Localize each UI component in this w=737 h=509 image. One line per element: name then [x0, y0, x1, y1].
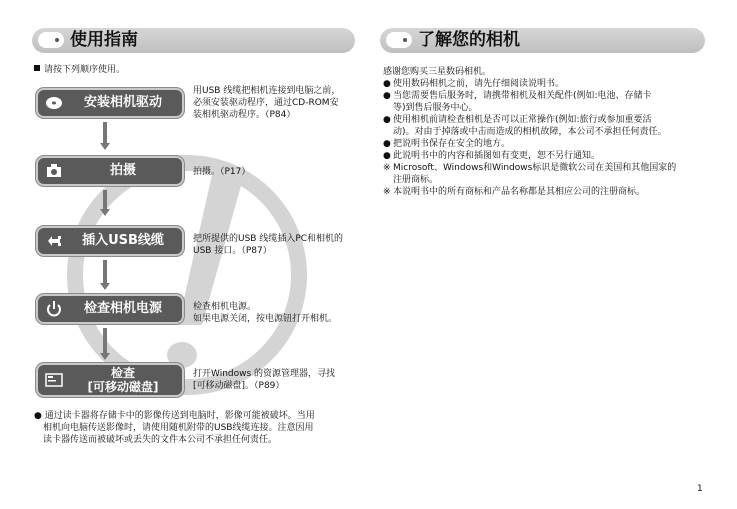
item-line: 动)。对由于掉落或中击而造成的相机故障，本公司不承担任何责任。 — [393, 127, 667, 137]
step-check-power-desc — [193, 301, 358, 325]
note-line: 读卡器传送而被破坏或丢失的文件本公司不承担任何责任。 — [43, 435, 278, 445]
bullet-icon: ● — [383, 151, 391, 161]
list-item — [383, 138, 708, 150]
note-mark-icon: ※ — [383, 187, 391, 197]
list-item — [383, 186, 708, 198]
step-label: 插入USB线缆 — [82, 233, 164, 248]
desc-line: 打开Windows 的资源管理器，寻找 — [193, 369, 336, 379]
bullet-icon: ● — [383, 139, 391, 149]
item-line: 使用数码相机之前，请先仔细阅读说明书。 — [393, 79, 565, 89]
note-mark-icon: ※ — [383, 163, 391, 173]
item-line: 本说明书中的所有商标和产品名称都是其相应公司的注册商标。 — [393, 187, 646, 197]
step-check-removable-disk — [36, 363, 184, 397]
card-reader-note — [34, 410, 359, 446]
step-install-driver — [36, 88, 184, 118]
desc-line: [可移动磁盘]。（P89） — [193, 381, 285, 391]
flow-arrow-icon — [100, 260, 110, 290]
item-line: 把说明书保存在安全的地方。 — [393, 139, 511, 149]
bullet-icon: ● — [383, 115, 391, 125]
step-install-driver-desc — [193, 85, 358, 121]
page-number: 1 — [697, 484, 703, 494]
desc-line: USB 接口。（P87） — [193, 246, 272, 256]
step-check-removable-disk-desc — [193, 368, 358, 392]
desc-line: 检查相机电源。 — [193, 302, 257, 312]
step-insert-usb — [36, 226, 184, 256]
item-line: 注册商标。 — [393, 175, 439, 185]
list-item — [383, 150, 708, 162]
flow-arrow-icon — [100, 328, 110, 360]
step-shoot-desc — [193, 166, 358, 178]
item-line: Microsoft、Windows和Windows标识是微软公司在美国和其他国家的 — [393, 163, 677, 173]
item-line: 当您需要售后服务时，请携带相机及相关配件(例如:电池、存储卡 — [393, 91, 652, 101]
flow-arrow-icon — [100, 122, 110, 150]
intro-text: 请按下列顺序使用。 — [44, 65, 126, 75]
item-line: 等)到售后服务中心。 — [393, 103, 478, 113]
desc-line: 拍摄。（P17） — [193, 167, 251, 177]
flow-arrow-icon — [100, 190, 110, 216]
thanks-text: 感谢您购买三星数码相机。 — [383, 67, 492, 77]
desc-line: 用USB 线缆把相机连接到电脑之前， — [193, 86, 341, 96]
desc-line: 必须安装驱动程序，通过CD-ROM安 — [193, 98, 339, 108]
step-shoot — [36, 156, 184, 186]
note-line: ● 通过读卡器将存储卡中的影像传送到电脑时，影像可能被破坏。当用 — [34, 411, 315, 421]
desc-line: 如果电源关闭，按电源钮打开相机。 — [193, 314, 338, 324]
usb-cable-icon — [44, 232, 64, 250]
section-header-left — [32, 28, 355, 53]
step-insert-usb-desc — [193, 233, 358, 257]
list-item — [383, 114, 708, 138]
bullet-icon: ● — [383, 91, 391, 101]
step-label-line: 检查 — [110, 366, 135, 380]
header-marker-icon — [386, 32, 412, 48]
camera-icon — [44, 162, 64, 180]
square-bullet-icon — [34, 65, 40, 71]
note-line: 相机向电脑传送影像时，请使用随机附带的USB线缆连接。注意因用 — [43, 423, 314, 433]
cd-disc-icon — [44, 94, 64, 112]
list-item — [383, 162, 708, 186]
removable-disk-icon — [44, 371, 64, 389]
step-label: 拍摄 — [109, 163, 136, 178]
power-icon — [44, 300, 64, 318]
step-label-line: [可移动磁盘] — [87, 380, 159, 394]
item-line: 使用相机前请检查相机是否可以正常操作(例如:旅行或参加重要活 — [393, 115, 652, 125]
step-label — [68, 366, 178, 396]
list-item — [383, 78, 708, 90]
notice-list — [383, 78, 708, 198]
item-line: 此说明书中的内容和插图如有变更，恕不另行通知。 — [393, 151, 601, 161]
desc-line: 装相机驱动程序。（P84） — [193, 110, 296, 120]
list-item — [383, 90, 708, 114]
bullet-icon: ● — [383, 79, 391, 89]
section-title: 了解您的相机 — [418, 30, 520, 50]
step-label: 检查相机电源 — [83, 301, 162, 316]
section-header-right — [380, 28, 705, 53]
step-check-power — [36, 294, 184, 324]
usage-intro — [34, 64, 125, 76]
page-title: 使用指南 — [70, 30, 138, 50]
header-marker-icon — [38, 32, 64, 48]
desc-line: 把所提供的USB 线缆插入PC和相机的 — [193, 234, 344, 244]
step-label: 安装相机驱动 — [83, 95, 162, 110]
